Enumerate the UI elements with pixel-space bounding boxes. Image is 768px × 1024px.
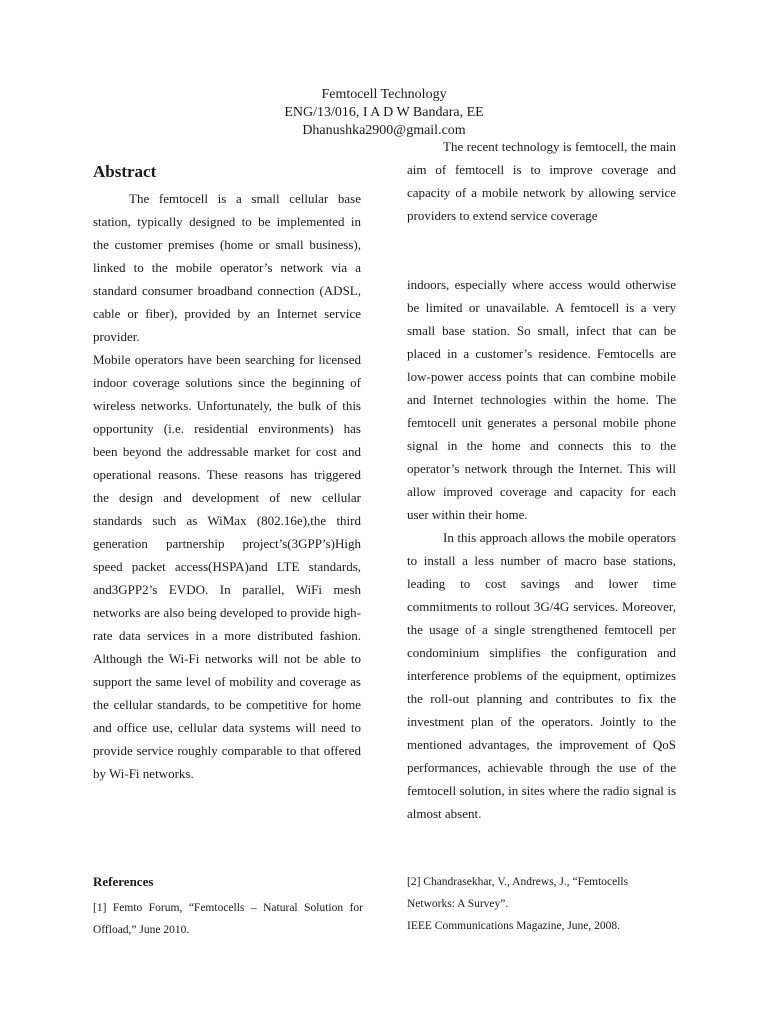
right-paragraph-3: In this approach allows the mobile operators to install a less number of macro base stations, leading to cost savings and lower time commitments to rollout 3G/4G services. Moreover, the usage of a single strengthened femtocell per condominium simplifies the configuration and interference problems of the equipment, optimizes the roll-out planning and contributes to fix the investment plan of the operators. Jointly to the mentioned advantages, the improvement of QoS performances, achievable through the use of the femtocell solution, in sites where the radio signal is almost absent. — [407, 530, 676, 821]
reference-2 — [407, 871, 676, 937]
right-column-top — [407, 135, 676, 227]
author-line: ENG/13/016, I A D W Bandara, EE — [284, 105, 484, 120]
abstract-paragraph-1: The femtocell is a small cellular base station, typically designed to be implemented in the customer premises (home or small business), linked to the mobile operator’s network via a standard consumer broadband connection (ADSL, cable or fiber), provided by an Internet service provider. — [93, 191, 361, 344]
abstract-paragraph-2: Mobile operators have been searching for licensed indoor coverage solutions since the beginning of wireless networks. Unfortunately, the bulk of this opportunity (i.e. residential environments) has been beyond the addressable market for cost and operational reasons. These reasons has triggered the design and development of new cellular standards such as WiMax (802.16e),the third generation partnership project’s(3GPP’s)High speed packet access(HSPA)and LTE standards, and3GPP2’s EVDO. In parallel, WiFi mesh networks are also being developed to provide high-rate data services in a more distributed fashion. Although the Wi-Fi networks will not be able to support the same level of mobility and coverage as the cellular standards, to be competitive for home and office use, cellular data systems will need to provide service roughly comparable to that offered by Wi-Fi networks. — [93, 352, 361, 781]
right-paragraph-2: indoors, especially where access would otherwise be limited or unavailable. A femtocell is a very small base station. So small, infect that can be placed in a customer’s residence. Femtocells are low-power access points that can combine mobile and Internet technologies within the home. The femtocell unit generates a personal mobile phone signal in the home and connects this to the operator’s network through the Internet. This will allow improved coverage and capacity for each user within their home. — [407, 277, 676, 522]
left-column — [93, 160, 361, 785]
reference-1: [1] Femto Forum, “Femtocells – Natural Solution for Offload,” June 2010. — [93, 902, 363, 936]
author-email: Dhanushka2900@gmail.com — [302, 123, 466, 138]
reference-2-source: IEEE Communications Magazine, June, 2008. — [407, 920, 621, 932]
references-heading: References — [93, 874, 154, 889]
paper-header — [0, 86, 768, 140]
right-column-body — [407, 273, 676, 825]
right-paragraph-1: The recent technology is femtocell, the main aim of femtocell is to improve coverage and capacity of a mobile network by allowing service providers to extend service coverage — [407, 139, 676, 223]
abstract-heading: Abstract — [93, 162, 157, 181]
reference-2-citation: [2] Chandrasekhar, V., Andrews, J., “Femtocells Networks: A Survey”. — [407, 876, 629, 910]
paper-title: Femtocell Technology — [321, 87, 447, 102]
